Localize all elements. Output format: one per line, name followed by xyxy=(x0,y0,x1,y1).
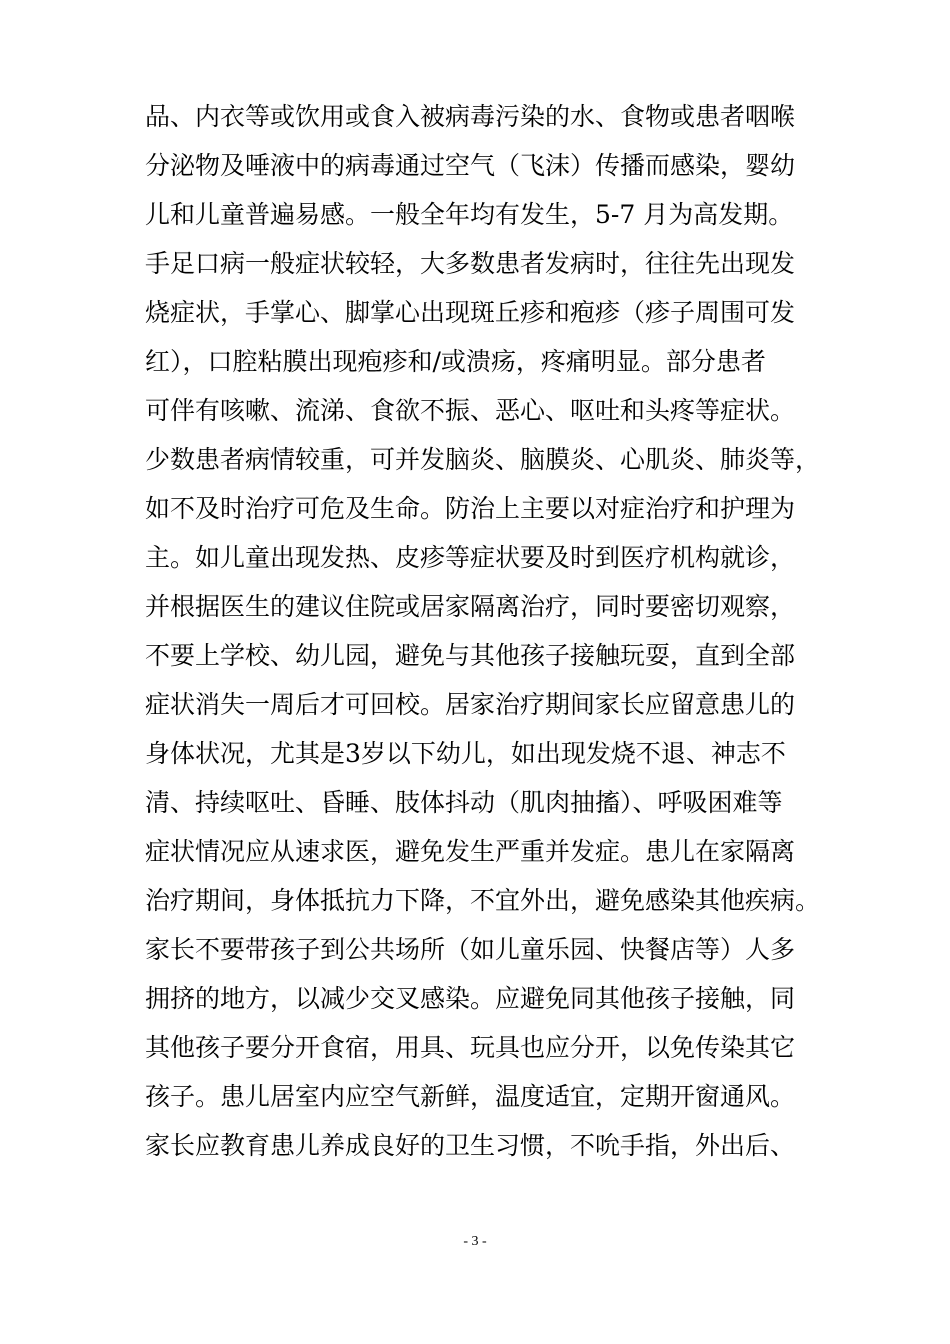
text-line: 治疗期间，身体抵抗力下降，不宜外出，避免感染其他疾病。 xyxy=(145,886,821,915)
text-line: 并根据医生的建议住院或居家隔离治疗，同时要密切观察， xyxy=(145,592,796,621)
text-line: 拥挤的地方，以减少交叉感染。应避免同其他孩子接触，同 xyxy=(145,984,796,1013)
text-line: 如不及时治疗可危及生命。防治上主要以对症治疗和护理为 xyxy=(145,494,796,523)
body-text xyxy=(145,92,825,1170)
text-line: 儿和儿童普遍易感。一般全年均有发生，5-7 月为高发期。 xyxy=(145,200,794,229)
text-line: 分泌物及唾液中的病毒通过空气（飞沫）传播而感染，婴幼 xyxy=(145,151,796,180)
text-line: 手足口病一般症状较轻，大多数患者发病时，往往先出现发 xyxy=(145,249,796,278)
text-line: 孩子。患儿居室内应空气新鲜，温度适宜，定期开窗通风。 xyxy=(145,1082,796,1111)
page-number: - 3 - xyxy=(463,1234,487,1249)
text-line: 家长不要带孩子到公共场所（如儿童乐园、快餐店等）人多 xyxy=(145,935,796,964)
text-line: 烧症状，手掌心、脚掌心出现斑丘疹和疱疹（疹子周围可发 xyxy=(145,298,796,327)
text-line: 其他孩子要分开食宿，用具、玩具也应分开，以免传染其它 xyxy=(145,1033,796,1062)
text-line: 可伴有咳嗽、流涕、食欲不振、恶心、呕吐和头疼等症状。 xyxy=(145,396,796,425)
text-line: 品、内衣等或饮用或食入被病毒污染的水、食物或患者咽喉 xyxy=(145,102,796,131)
text-line: 症状消失一周后才可回校。居家治疗期间家长应留意患儿的 xyxy=(145,690,796,719)
text-line: 少数患者病情较重，可并发脑炎、脑膜炎、心肌炎、肺炎等， xyxy=(145,445,821,474)
text-line: 红），口腔粘膜出现疱疹和/或溃疡，疼痛明显。部分患者 xyxy=(145,347,766,376)
text-line: 不要上学校、幼儿园，避免与其他孩子接触玩耍，直到全部 xyxy=(145,641,796,670)
text-line: 清、持续呕吐、昏睡、肢体抖动（肌肉抽搐）、呼吸困难等 xyxy=(145,788,783,817)
text-line: 症状情况应从速求医，避免发生严重并发症。患儿在家隔离 xyxy=(145,837,796,866)
text-line: 家长应教育患儿养成良好的卫生习惯，不吮手指，外出后、 xyxy=(145,1131,796,1160)
text-line: 身体状况，尤其是3岁以下幼儿，如出现发烧不退、神志不 xyxy=(145,739,786,768)
text-line: 主。如儿童出现发热、皮疹等症状要及时到医疗机构就诊， xyxy=(145,543,796,572)
